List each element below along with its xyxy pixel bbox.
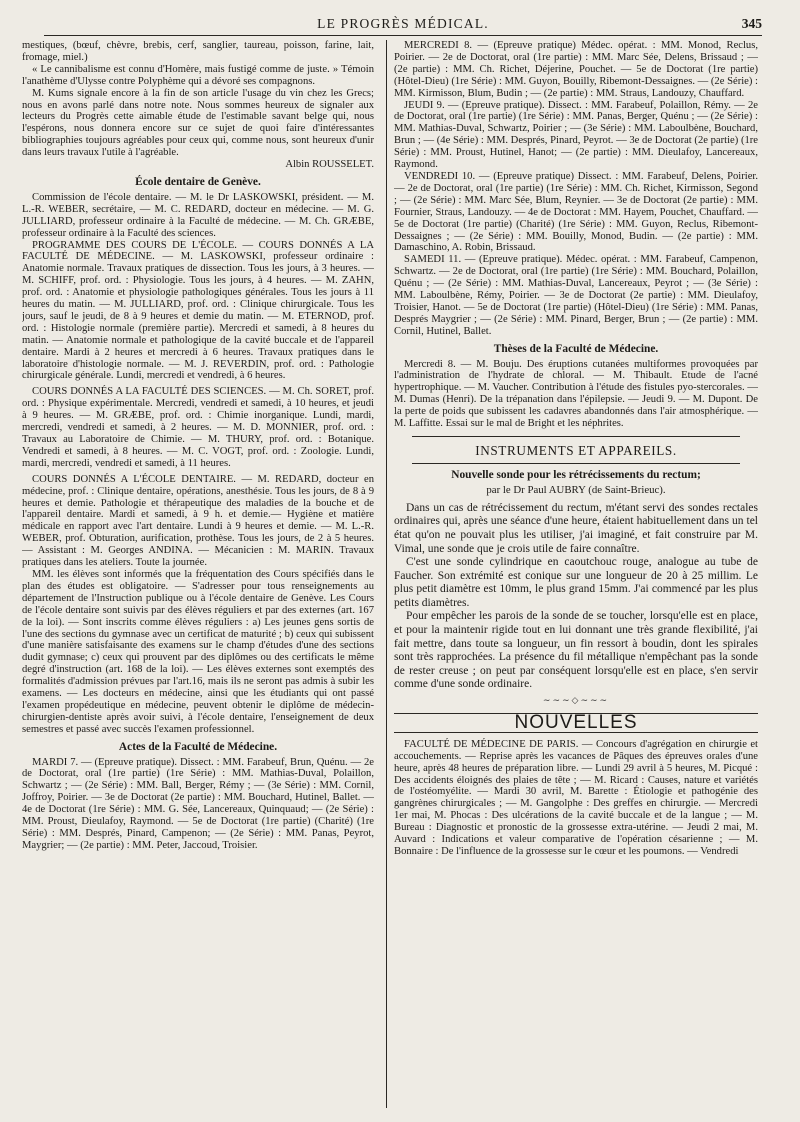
- section-rule: [412, 463, 740, 464]
- paragraph: M. Kums signale encore à la fin de son article l'usage du vin chez les Grecs; nous en avons parlé dans notre note. Nous sommes heureux de signaler aux lecteurs du Progrès cette aimable étude de l'estimable savant belge qui, nous l'espérons, nous donnera encore sur ce sujet de quoi faire d'intéressantes bibliographies toujours agréables pour ceux qui, comme nous, sont heureux d'unir dans leurs travaux l'utile à l'agréable.: [22, 87, 374, 159]
- paragraph: MARDI 7. — (Epreuve pratique). Dissect. : MM. Farabeuf, Brun, Quénu. — 2e de Doctorat, oral (1re partie) (1re Série) : MM. Mathias-Duval, Polaillon, Schwartz ; — (2e Série) : MM. Ball, Berger, Rémy ; — (3e Série) : MM. Cornil, Joffroy, Poirier. — 3e de Doctorat (2e partie) : MM. Bouchard, Hutinel, Ballet. — 4e de Doctorat (1re Série) : MM. G. Sée, Lancereaux, Quinquaud; — (2e Série) : MM. Proust, Dieulafoy, Raymond. — 5e de Doctorat (1re partie) (Charité) (1re Série) : MM. Després, Pinard, Campenon; — (2e Série) : MM. Panas, Peyrot, Maygrier; — (2e partie) : MM. Peter, Jaccoud, Troisier.: [22, 756, 374, 851]
- paragraph: Commission de l'école dentaire. — M. le Dr LASKOWSKI, président. — M. L.-R. WEBER, secrétaire, — M. C. REDARD, docteur en médecine. — M. G. JULLIARD, professeur ordinaire à la Faculté de médecine. — M. Ch. GRÆBE, professeur ordinaire à la Faculté des sciences.: [22, 191, 374, 239]
- article-byline: par le Dr Paul AUBRY (de Saint-Brieuc).: [486, 483, 666, 496]
- right-column: [394, 40, 758, 858]
- paragraph: mestiques, (bœuf, chèvre, brebis, cerf, sanglier, taureau, poisson, farine, lait, fromage, miel.): [22, 40, 374, 63]
- article-title: Nouvelle sonde pour les rétrécissements du rectum;: [451, 468, 701, 481]
- paragraph: JEUDI 9. — (Epreuve pratique). Dissect. : MM. Farabeuf, Polaillon, Rémy. — 2e de Doctorat, oral (1re partie) (1re Série) : MM. Panas, Berger, Quénu ; — (2e Série) : MM. Mathias-Duval, Schwartz, Poirier ; — (3e Série) : MM. Laboulbène, Bouchard, Brun ; — (4e Série) : MM. Després, Pinard, Peyrot. — 3e de Doctorat (2e partie) (1re Série) : MM. Proust, Hutinel, Hanot; — (2e partie) : MM. Dieulafoy, Lancereaux, Raymond.: [394, 99, 758, 171]
- paragraph: PROGRAMME DES COURS DE L'ÉCOLE. — COURS DONNÉS A LA FACULTÉ DE MÉDECINE. — M. LASKOWSKI, professeur ordinaire : Anatomie normale. Travaux pratiques de dissection. Tous les jours, à 3 heures. — M. SCHIFF, prof. ord. : Physiologie. Tous les jours, à 4 heures. — M. ZAHN, prof. ord. : Anatomie et physiologie pathologiques générales. Tous les jours à 11 heures du matin. — M. JULLIARD, prof. ord. : Clinique chirurgicale. Tous les jours, sauf le jeudi, de 8 à 9 heures et demie du matin. — M. ETERNOD, prof. ord. : Histologie normale (première partie). Mercredi et samedi, à 8 heures du matin. — Anatomie normale et pathologique de la cavité buccale et de l'appareil dentaire. Mardi à 2 heures et mercredi à 6 heures. Travaux pratiques dans le laboratoire d'histologie normale. — M. J. REVERDIN, prof. ord. : Pathologie chirurgicale générale. Lundi, mercredi et vendredi, à 6 heures.: [22, 239, 374, 382]
- section-heading-nouvelles: NOUVELLES: [394, 713, 758, 733]
- paragraph: MERCREDI 8. — (Epreuve pratique) Médec. opérat. : MM. Monod, Reclus, Poirier. — 2e de Doctorat, oral (1re partie) : MM. Marc Sée, Delens, Brissaud ; — (2e partie) : MM. Ch. Richet, Déjerine, Pouchet. — 5e de Doctorat (1re partie) (Hôtel-Dieu) (1re Série) : MM. Guyon, Bouilly, Ribemont-Dessaignes. — (2e Série) : MM. Kirmisson, Blum, Budin ; — (2e partie) : MM. Straus, Landouzy, Chauffard.: [394, 40, 758, 99]
- paragraph: VENDREDI 10. — (Epreuve pratique) Dissect. : MM. Farabeuf, Delens, Poirier. — 2e de Doctorat, oral (1re partie) (1re Série) : MM. Ch. Richet, Kirmisson, Segond ; — (2e Série) : MM. Marc Sée, Blum, Reynier. — 3e de Doctorat (2e partie) : MM. Fournier, Straus, Landouzy. — 4e de Doctorat : MM. Hayem, Pouchet, Chauffard. — 5e de Doctorat (1re partie) (Charité) (1re Série) : MM. Guyon, Reclus, Ribemont-Dessaignes ; — (2e Série) : MM. Bouilly, Monod, Budin. — (2e partie) : MM. Damaschino, A. Robin, Brissaud.: [394, 170, 758, 254]
- paragraph: Dans un cas de rétrécissement du rectum, m'étant servi des sondes rectales ordinaires qui, après une séance d'une heure, étaient habituellement dans un tel état qu'on ne pouvait plus les utiliser, j'ai imaginé, et fait construire par M. Vimal, une sonde que je crois utile de faire connaître.: [394, 501, 758, 555]
- section-heading-theses: Thèses de la Faculté de Médecine.: [493, 342, 659, 355]
- paragraph: C'est une sonde cylindrique en caoutchouc rouge, analogue au tube de Faucher. Son extrémité est conique sur une longueur de 20 à 25 millim. Le plus petit diamètre est 10mm, le plus grand 15mm. J'ai commencé par les plus petits diamètres.: [394, 556, 758, 609]
- article-body: [394, 502, 758, 692]
- author-signature: Albin ROUSSELET.: [285, 159, 374, 171]
- paragraph: COURS DONNÉS A L'ÉCOLE DENTAIRE. — M. REDARD, docteur en médecine, prof. : Clinique dentaire, opérations, anesthésie. Tous les jours, de 8 à 9 heures et demie. Pathologie et thérapeutique des maladies de la bouche et de l'appareil dentaire. Mardi et samedi, à 9 h. et demie.— Hygiène et matière médicale en rapport avec l'art dentaire. Lundi à 9 heures et demie. — M. L.-R. WEBER, prof. Obturation, aurification, prothèse. Tous les jours, de 2 à 5 heures. — Assistant : M. Georges ANDINA. — Mécanicien : M. MARIN. Travaux pratiques dans les ateliers. Toute la journée.: [22, 473, 374, 569]
- paragraph: COURS DONNÉS A LA FACULTÉ DES SCIENCES. — M. Ch. SORET, prof. ord. : Physique expérimentale. Mercredi, vendredi et samedi, à 10 heures, et jeudi à 9 heures. — M. GRÆBE, prof. ord. : Chimie inorganique. Lundi, mardi, mercredi, vendredi et samedi, à 2 heures. — M. D. MONNIER, prof. ord. : Travaux au Laboratoire de Chimie. — M. THURY, prof. ord. : Botanique. Vendredi et samedi, à 8 heures. — M. C. VOGT, prof. ord. : Zoologie. Lundi, mardi, mercredi, vendredi et samedi, à 11 heures.: [22, 386, 374, 469]
- section-heading-actes: Actes de la Faculté de Médecine.: [118, 740, 278, 753]
- ornament-divider: ∼∼∼◇∼∼∼: [542, 695, 610, 706]
- paragraph: FACULTÉ DE MÉDECINE DE PARIS. — Concours d'agrégation en chirurgie et accouchements. — Reprise après les vacances de Pâques des épreuves orales d'une heure, après 48 heures de préparation libre. — Lundi 29 avril à 5 heures, M. Picqué : Des accidents éloignés des plaies de tête ; — M. Ricard : Causes, nature et variétés de l'ostéomyélite. — Mardi 30 avril, M. Barette : Étiologie et pathogénie des gangrènes chirurgicales ; — M. Gangolphe : Des greffes en chirurgie. — Mercredi 1er mai, M. Phocas : Des ulcérations de la cavité buccale et de la langue ; — M. Bureau : Diagnostic et pronostic de la grossesse extra-utérine. — Jeudi 2 mai, M. Auvard : Indications et valeur comparative de l'opération césarienne ; — M. Bonnaire : De l'influence de la grossesse sur le cœur et les poumons. — Vendredi: [394, 738, 758, 857]
- section-heading-instruments: INSTRUMENTS ET APPAREILS.: [475, 443, 677, 458]
- column-divider: [386, 40, 387, 1108]
- header-rule: [44, 35, 762, 36]
- left-column: [22, 40, 374, 852]
- journal-title: LE PROGRÈS MÉDICAL.: [317, 16, 489, 31]
- page-number: 345: [741, 16, 762, 31]
- section-rule: [412, 436, 740, 437]
- paragraph: Mercredi 8. — M. Bouju. Des éruptions cutanées multiformes provoquées par l'administration de l'hydrate de chloral. — M. Thibault. Etude de l'acné hypertrophique. — M. Vaucher. Contribution à l'étude des fistules pyo-stercorales. — M. Dumas (Henri). De la trépanation dans l'épilepsie. — Jeudi 9. — M. Dupont. De la perte de poids que subissent les cadavres abandonnés dans l'air atmosphérique. — M. Laffitte. Essai sur le mal de Bright et les néphrites.: [394, 358, 758, 430]
- paragraph: SAMEDI 11. — (Epreuve pratique). Médec. opérat. : MM. Farabeuf, Campenon, Schwartz. — 2e de Doctorat, oral (1re partie) (1re Série) : MM. Bouchard, Polaillon, Quénu ; — (2e Série) : MM. Mathias-Duval, Lancereaux, Peyrot ; — (3e Série) : MM. Laboulbène, Rémy, Poirier. — 3e de Doctorat (2e partie) : MM. Dieulafoy, Troisier, Hanot. — 5e de Doctorat (1re partie) (Hôtel-Dieu) (1re Série) : MM. Panas, Després Maygrier ; — (2e Série) : MM. Pinard, Berger, Brun ; — (2e partie) : MM. Cornil, Hutinel, Ballet.: [394, 254, 758, 337]
- paragraph: « Le cannibalisme est connu d'Homère, mais fustigé comme de juste. » Témoin l'anathème d'Ulysse contre Polyphème qui a dévoré ses compagnons.: [22, 63, 374, 87]
- paragraph: MM. les élèves sont informés que la fréquentation des Cours spécifiés dans le plan des études est obligatoire. — S'adresser pour tous renseignements au département de l'Instruction publique ou à l'école dentaire de Genève. Les Cours de l'école dentaire sont suivis par des élèves réguliers et par des externes (art. 167 de la loi). — Sont inscrits comme élèves réguliers : a) Les jeunes gens sortis de l'une des sections du gymnase avec un certificat de maturité ; b) ceux qui subissent d'une manière satisfaisante des examens sur le champ d'études d'une des sections dudit gymnase; c) ceux qui prouvent par des diplômes ou des certificats le même degré d'instruction (art. 168 de la loi). — Les élèves externes sont exemptés des formalités d'admission prévues par l'art.16, mais ils ne seront pas admis à subir les examens. — Les docteurs en médecine, ainsi que les étudiants qui ont passé l'examen propédeutique en médecine, peuvent obtenir le diplôme de médecin-chirurgien-dentiste après avoir suivi, à l'école dentaire, l'enseignement de deux semestres et passé avec succès l'examen professionnel.: [22, 568, 374, 735]
- paragraph: Pour empêcher les parois de la sonde de se toucher, lorsqu'elle est en place, et pour la maintenir rigide tout en lui donnant une très grande flexibilité, j'ai fait mettre, dans toute sa longueur, un fin ressort à boudin, dont les spirales sont très rapprochées. La présence du fil métallique n'empêchant pas la sonde de rester creuse ; on peut par conséquent lorsqu'elle est en place, s'en servir comme d'une sonde ordinaire.: [394, 610, 758, 691]
- section-heading-geneve: École dentaire de Genève.: [135, 175, 261, 188]
